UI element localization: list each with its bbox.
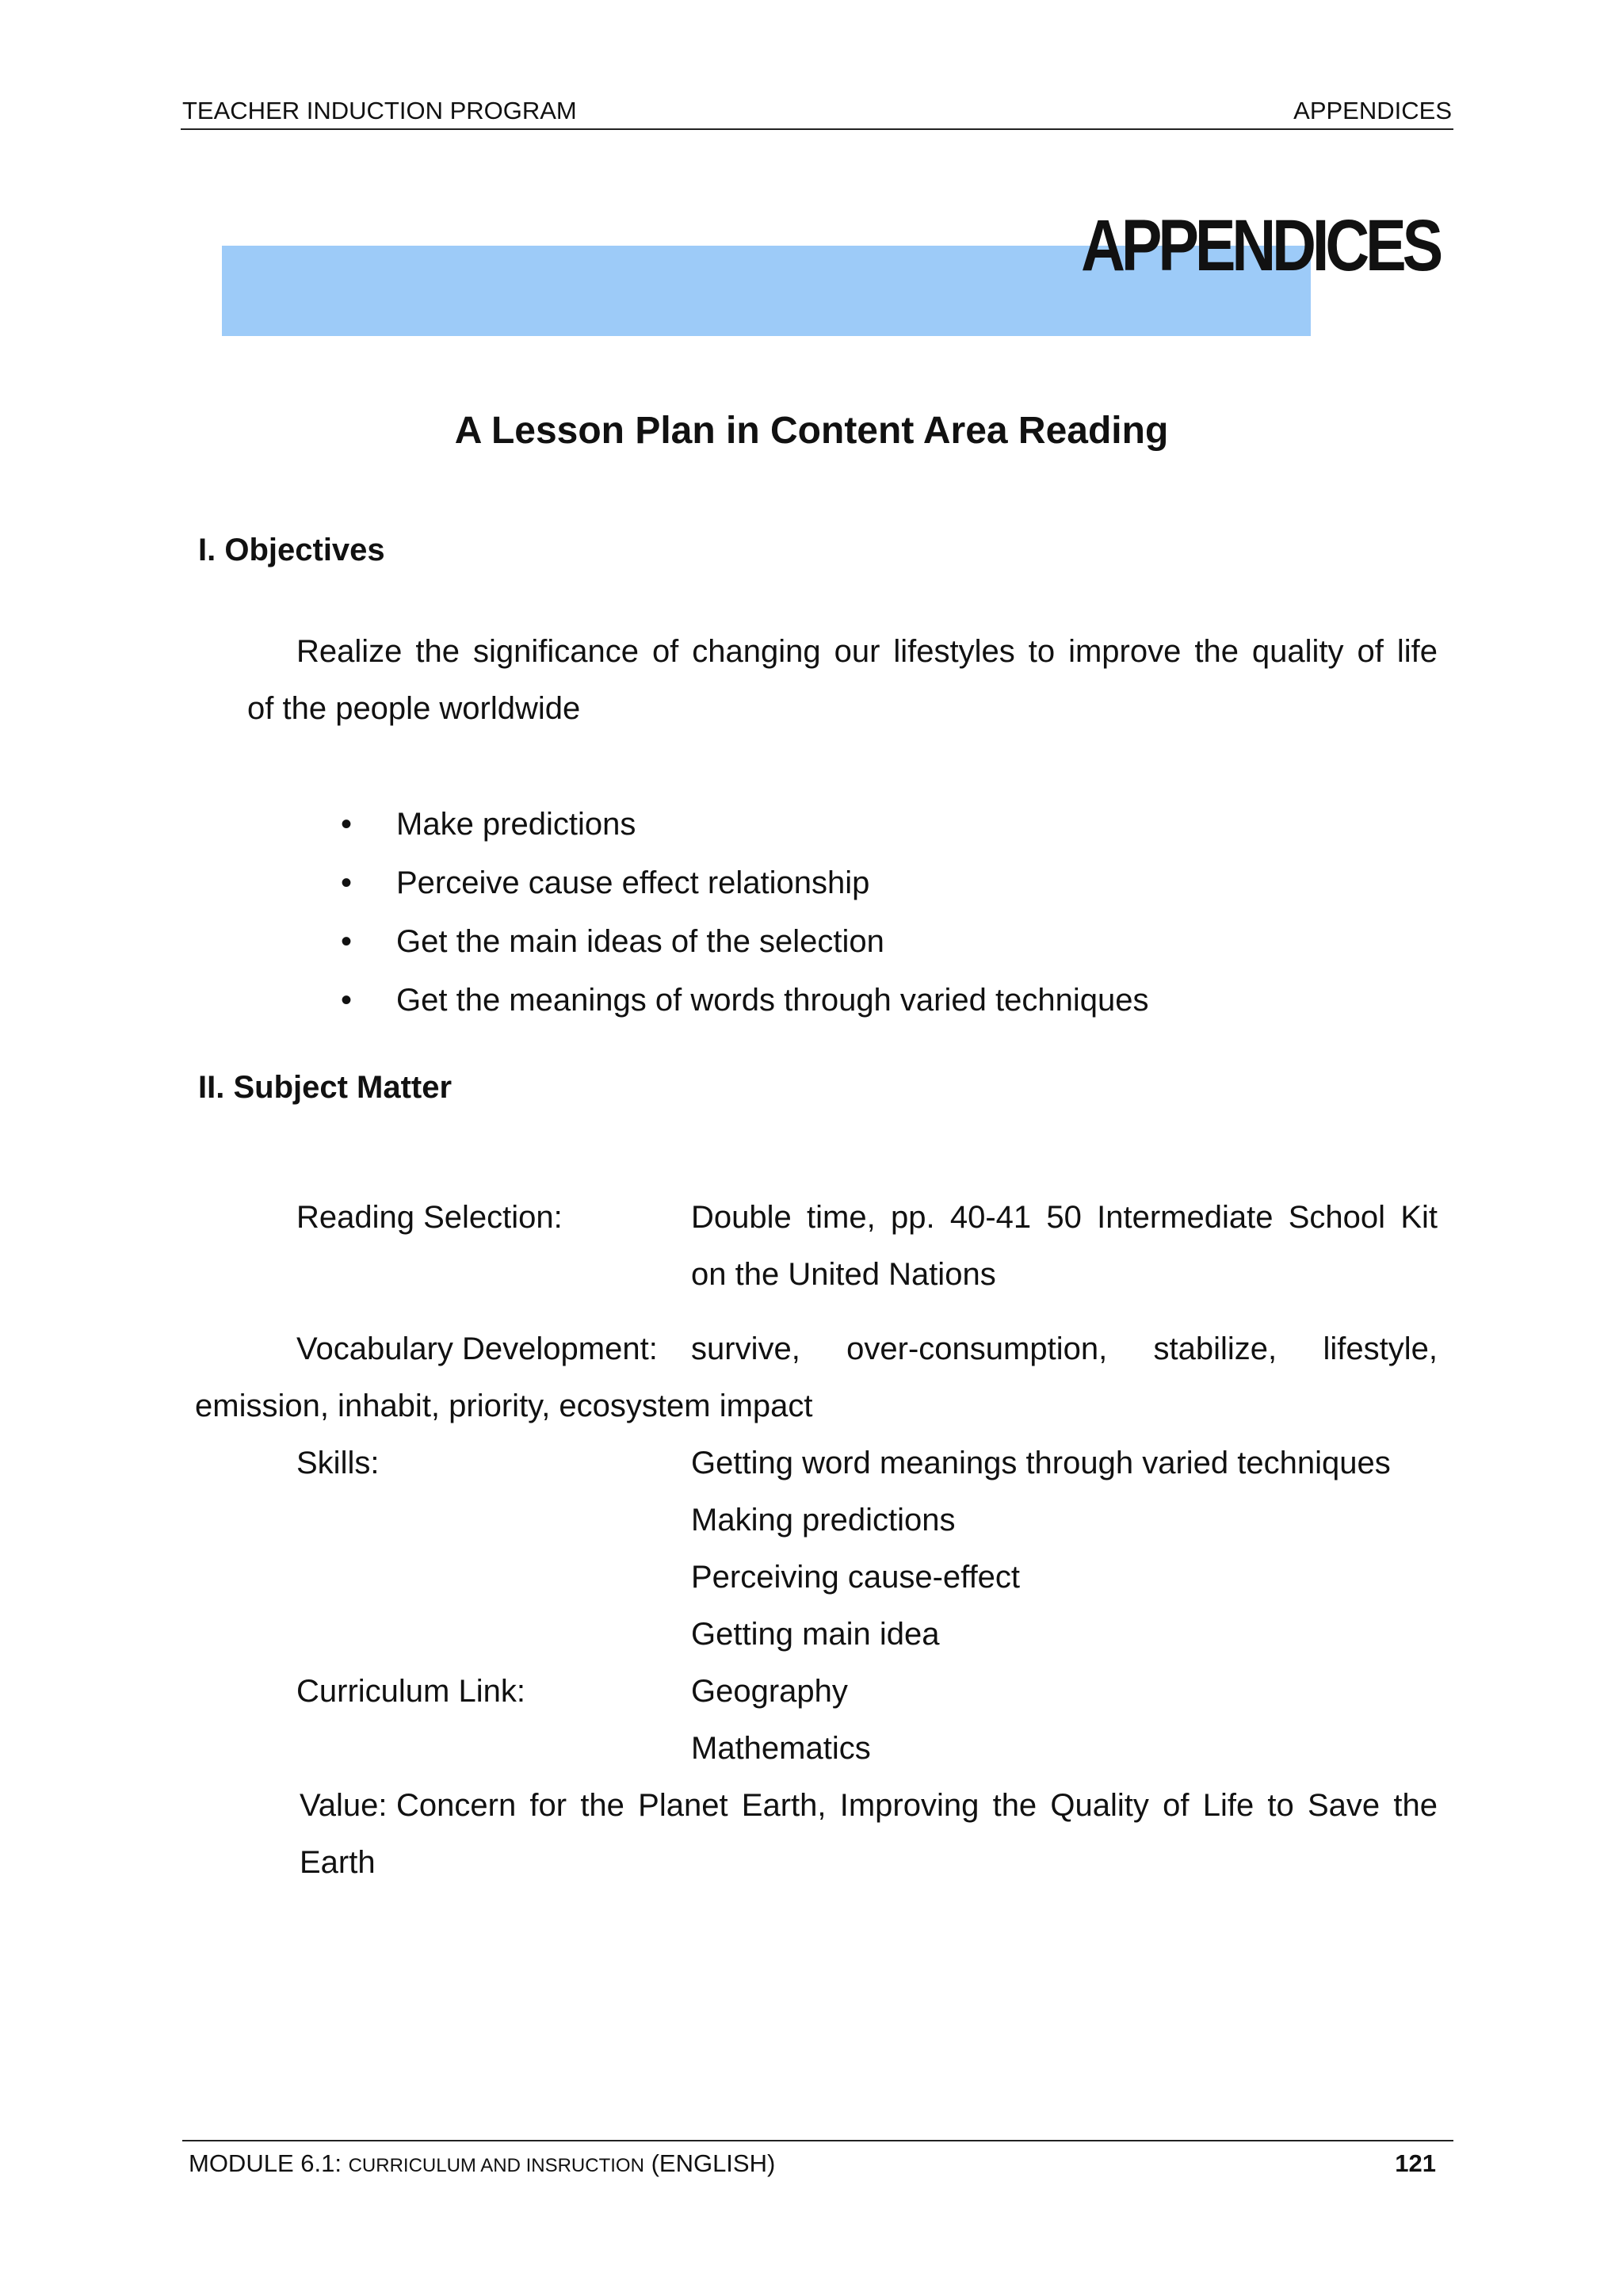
list-item bbox=[341, 807, 636, 842]
curriculum-link-item: Mathematics bbox=[691, 1731, 871, 1766]
skills-item: Getting main idea bbox=[691, 1617, 940, 1652]
skills-item: Perceiving cause-effect bbox=[691, 1560, 1021, 1595]
value-line1: Concern for the Planet Earth, Improving the Quality of Life to Save the bbox=[396, 1788, 1438, 1823]
vocabulary-word: survive, bbox=[691, 1331, 800, 1366]
document-title: A Lesson Plan in Content Area Reading bbox=[454, 410, 1169, 452]
footer-module-number: MODULE 6.1: bbox=[189, 2149, 342, 2177]
reading-selection-line1: Double time, pp. 40-41 50 Intermediate School Kit bbox=[691, 1200, 1438, 1235]
list-item bbox=[341, 865, 869, 901]
skills-item: Getting word meanings through varied techniques bbox=[691, 1446, 1391, 1480]
vocabulary-word: over-consumption, bbox=[846, 1331, 1108, 1366]
page-number: 121 bbox=[1395, 2149, 1436, 2177]
vocabulary-word: stabilize, bbox=[1153, 1331, 1277, 1366]
header-section-name: APPENDICES bbox=[1293, 97, 1452, 124]
header-program-name: TEACHER INDUCTION PROGRAM bbox=[182, 97, 577, 124]
objectives-paragraph-line2: of the people worldwide bbox=[247, 691, 581, 726]
footer-course: CURRICULUM AND INSRUCTION bbox=[348, 2155, 644, 2176]
header-rule bbox=[181, 128, 1453, 130]
footer-module bbox=[189, 2149, 775, 2178]
vocabulary-line2: emission, inhabit, priority, ecosystem impact bbox=[195, 1389, 813, 1423]
subject-matter-heading: II. Subject Matter bbox=[198, 1070, 453, 1105]
objectives-paragraph-line1: Realize the significance of changing our lifestyles to improve the quality of life bbox=[296, 634, 1438, 669]
value-line2: Earth bbox=[300, 1845, 376, 1880]
objectives-heading: I. Objectives bbox=[198, 533, 385, 567]
reading-selection-line2: on the United Nations bbox=[691, 1257, 996, 1292]
bullet-icon: • bbox=[341, 807, 353, 842]
reading-selection-label: Reading Selection: bbox=[296, 1200, 563, 1235]
footer-subject: (ENGLISH) bbox=[651, 2149, 776, 2177]
list-item-text: Perceive cause effect relationship bbox=[396, 865, 870, 900]
vocabulary-word: lifestyle, bbox=[1323, 1331, 1438, 1366]
list-item-text: Get the main ideas of the selection bbox=[396, 924, 884, 959]
vocabulary-label: Vocabulary Development: bbox=[296, 1331, 658, 1366]
list-item-text: Make predictions bbox=[396, 807, 636, 842]
value-label: Value: bbox=[300, 1788, 388, 1823]
skills-label: Skills: bbox=[296, 1446, 380, 1480]
bullet-icon: • bbox=[341, 924, 353, 959]
list-item bbox=[341, 924, 884, 960]
vocabulary-words-line1 bbox=[691, 1331, 1438, 1367]
bullet-icon: • bbox=[341, 983, 353, 1018]
skills-item: Making predictions bbox=[691, 1503, 956, 1538]
bullet-icon: • bbox=[341, 865, 353, 900]
banner-title: APPENDICES bbox=[1080, 205, 1439, 286]
curriculum-link-item: Geography bbox=[691, 1674, 848, 1709]
curriculum-link-label: Curriculum Link: bbox=[296, 1674, 525, 1709]
list-item bbox=[341, 983, 1148, 1018]
list-item-text: Get the meanings of words through varied techniques bbox=[396, 983, 1149, 1018]
footer-rule bbox=[182, 2140, 1453, 2141]
